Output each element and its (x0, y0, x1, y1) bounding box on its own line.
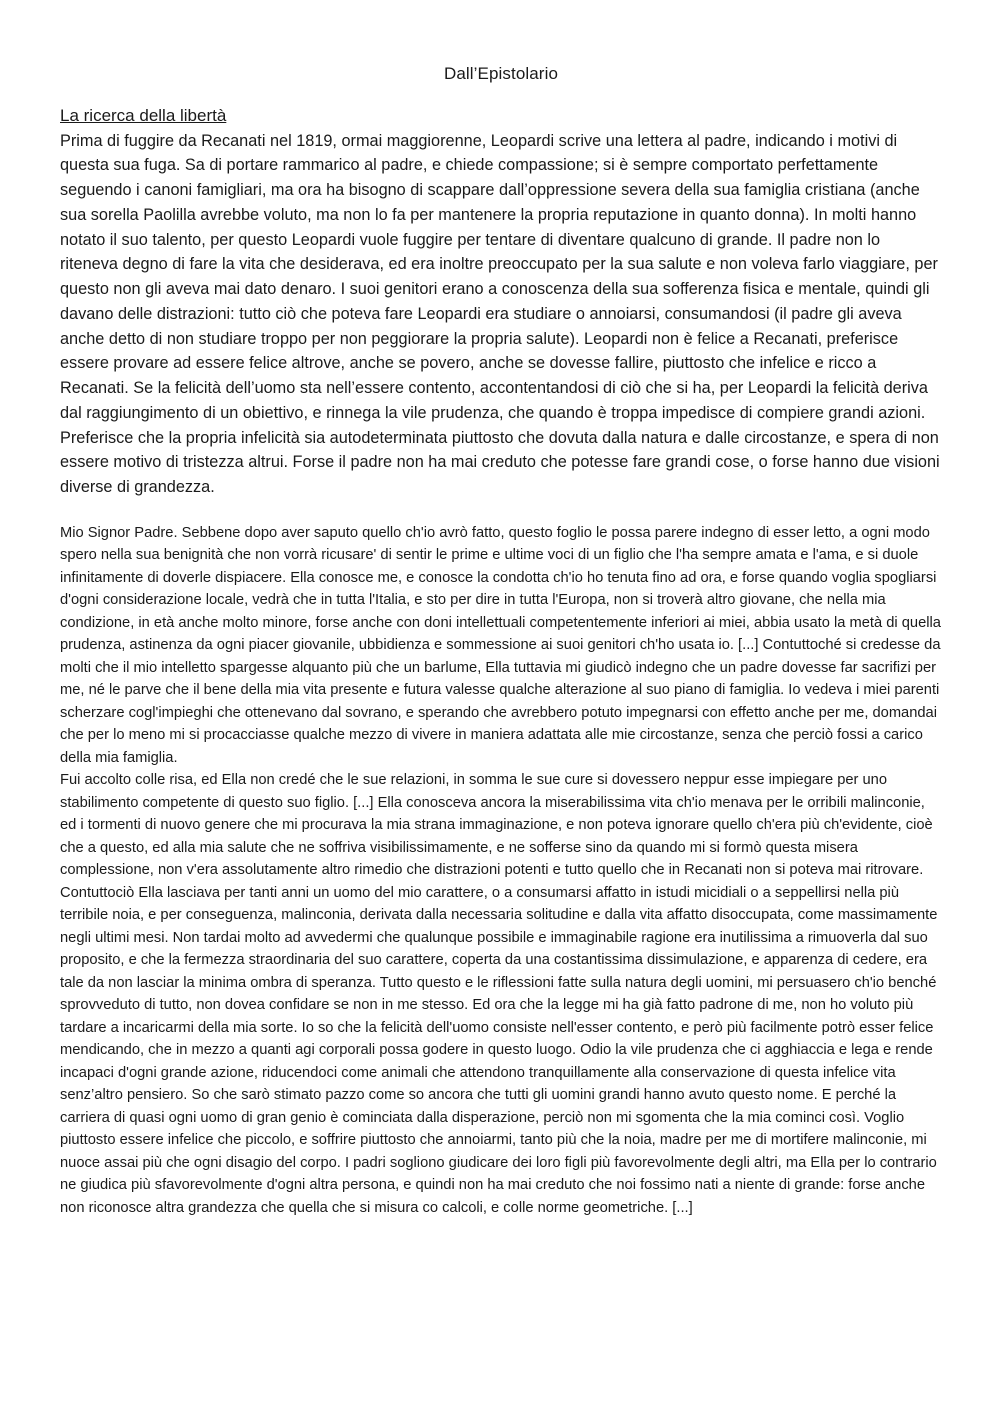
letter-paragraph: Fui accolto colle risa, ed Ella non credé che le sue relazioni, in somma le sue cure si dovessero neppur esse impiegare per uno stabilimento competente di questo suo figlio. [...] Ella conosceva ancora la miserabilissima vita ch'io menava per le orribili malinconie, ed i tormenti di nuovo genere che mi procurava la mia strana immaginazione, e non poteva ignorare quello ch'era più ch'evidente, cioè che a questo, ed alla mia salute che ne soffriva visibilissimamente, e ne sofferse sino da quando mi si formò questa misera complessione, non v'era assolutamente altro rimedio che distrazioni potenti e tutto quello che in Recanati non si poteva mai ritrovare. Contuttociò Ella lasciava per tanti anni un uomo del mio carattere, o a consumarsi affatto in istudi micidiali o a seppellirsi nella più terribile noia, e per conseguenza, malinconia, derivata dalla necessaria solitudine e dalla vita affatto disoccupata, come massimamente negli ultimi mesi. Non tardai molto ad avvedermi che qualunque possibile e immaginabile ragione era inutilissima a rimuoverla dal suo proposito, e che la fermezza straordinaria del suo carattere, coperta da una costantissima dissimulazione, e apparenza di cedere, era tale da non lasciar la minima ombra di speranza. Tutto questo e le riflessioni fatte sulla natura degli uomini, mi persuasero ch'io benché sprovveduto di tutto, non dovea confidare se non in me stesso. Ed ora che la legge mi ha già fatto padrone di me, non ho voluto più tardare a incaricarmi della mia sorte. Io so che la felicità dell'uomo consiste nell'esser contento, e però più facilmente potrò esser felice mendicando, che in mezzo a quanti agi corporali possa godere in questo luogo. Odio la vile prudenza che ci agghiaccia e lega e rende incapaci d'ogni grande azione, riducendoci come animali che attendono tranquillamente alla conservazione di questa infelice vita senz’altro pensiero. So che sarò stimato pazzo come so ancora che tutti gli uomini grandi hanno avuto questo nome. E perché la carriera di quasi ogni uomo di gran genio è cominciata dalla disperazione, perciò non mi sgomenta che la mia cominci così. Voglio piuttosto essere infelice che piccolo, e soffrire piuttosto che annoiarmi, tanto più che la noia, madre per me di mortifere malinconie, mi nuoce assai più che ogni disagio del corpo. I padri sogliono giudicare dei loro figli più favorevolmente degli altri, ma Ella per lo contrario ne giudica più sfavorevolmente d'ogni altra persona, e quindi non ha mai creduto che noi fossimo nati a niente di grande: forse anche non riconosce altra grandezza che quella che si misura co calcoli, e colle norme geometriche. [...] (60, 772, 938, 1216)
document-title: Dall’Epistolario (443, 64, 559, 83)
summary-paragraph: Prima di fuggire da Recanati nel 1819, ormai maggiorenne, Leopardi scrive una lettera al padre, indicando i motivi di questa sua fuga. Sa di portare rammarico al padre, e chiede compassione; si è sempre comportato perfettamente seguendo i canoni famigliari, ma ora ha bisogno di scappare dall’oppressione severa della sua famiglia cristiana (anche sua sorella Paolilla avrebbe voluto, ma non lo fa per mantenere la propria reputazione in quanto donna). In molti hanno notato il suo talento, per questo Leopardi vuole fuggire per tentare di diventare qualcuno di grande. Il padre non lo riteneva degno di fare la vita che desiderava, ed era inoltre preoccupato per la sua salute e non voleva farlo viaggiare, per questo non gli aveva mai dato denaro. I suoi genitori erano a conoscenza della sua sofferenza fisica e mentale, quindi gli davano delle distrazioni: tutto ciò che poteva fare Leopardi era studiare o annoiarsi, consumandosi (il padre gli aveva anche detto di non studiare troppo per non peggiorare la propria salute). Leopardi non è felice a Recanati, preferisce essere provare ad essere felice altrove, anche se povero, anche se dovesse fallire, piuttosto che infelice e ricco a Recanati. Se la felicità dell’uomo sta nell’essere contento, accontentandosi di ciò che si ha, per Leopardi la felicità deriva dal raggiungimento di un obiettivo, e rinnega la vile prudenza, che quando è troppa impedisce di compiere grandi azioni. Preferisce che la propria infelicità sia autodeterminata piuttosto che dovuta dalla natura e dalle circostanze, e spera di non essere motivo di tristezza altrui. Forse il padre non ha mai creduto che potesse fare grandi cose, o forse hanno due visioni diverse di grandezza. (60, 131, 940, 497)
letter-excerpt (60, 522, 942, 1220)
letter-paragraph: Mio Signor Padre. Sebbene dopo aver saputo quello ch'io avrò fatto, questo foglio le possa parere indegno di esser letto, a ogni modo spero nella sua benignità che non vorrà ricusare' di sentir le prime e ultime voci di un figlio che l'ha sempre amata e l'ama, e si duole infinitamente di doverle dispiacere. Ella conosce me, e conosce la condotta ch'io ho tenuta fino ad ora, e forse quando voglia spogliarsi d'ogni considerazione locale, vedrà che in tutta l'Italia, e sto per dire in tutta l'Europa, non si troverà altro giovane, che nella mia condizione, in età anche molto minore, forse anche con doni intellettuali competentemente inferiori ai miei, abbia usato la metà di quella prudenza, astinenza da ogni piacer giovanile, ubbidienza e sommessione ai suoi genitori ch'ho usata io. [...] Contuttoché si credesse da molti che il mio intelletto spargesse alquanto più che un barlume, Ella tuttavia mi giudicò indegno che un padre dovesse far sacrifizi per me, né le parve che il bene della mia vita presente e futura valesse qualche alterazione al suo piano di famiglia. Io vedeva i miei parenti scherzare cogl'impieghi che ottenevano dal sovrano, e sperando che avrebbero potuto impegnarsi con effetto anche per me, domandai che per lo meno mi si procacciasse qualche mezzo di vivere in maniera adattata alle mie circostanze, senza che perciò fossi a carico della mia famiglia. (60, 524, 941, 766)
section-heading: La ricerca della libertà (60, 106, 227, 125)
document-page (60, 58, 942, 1219)
